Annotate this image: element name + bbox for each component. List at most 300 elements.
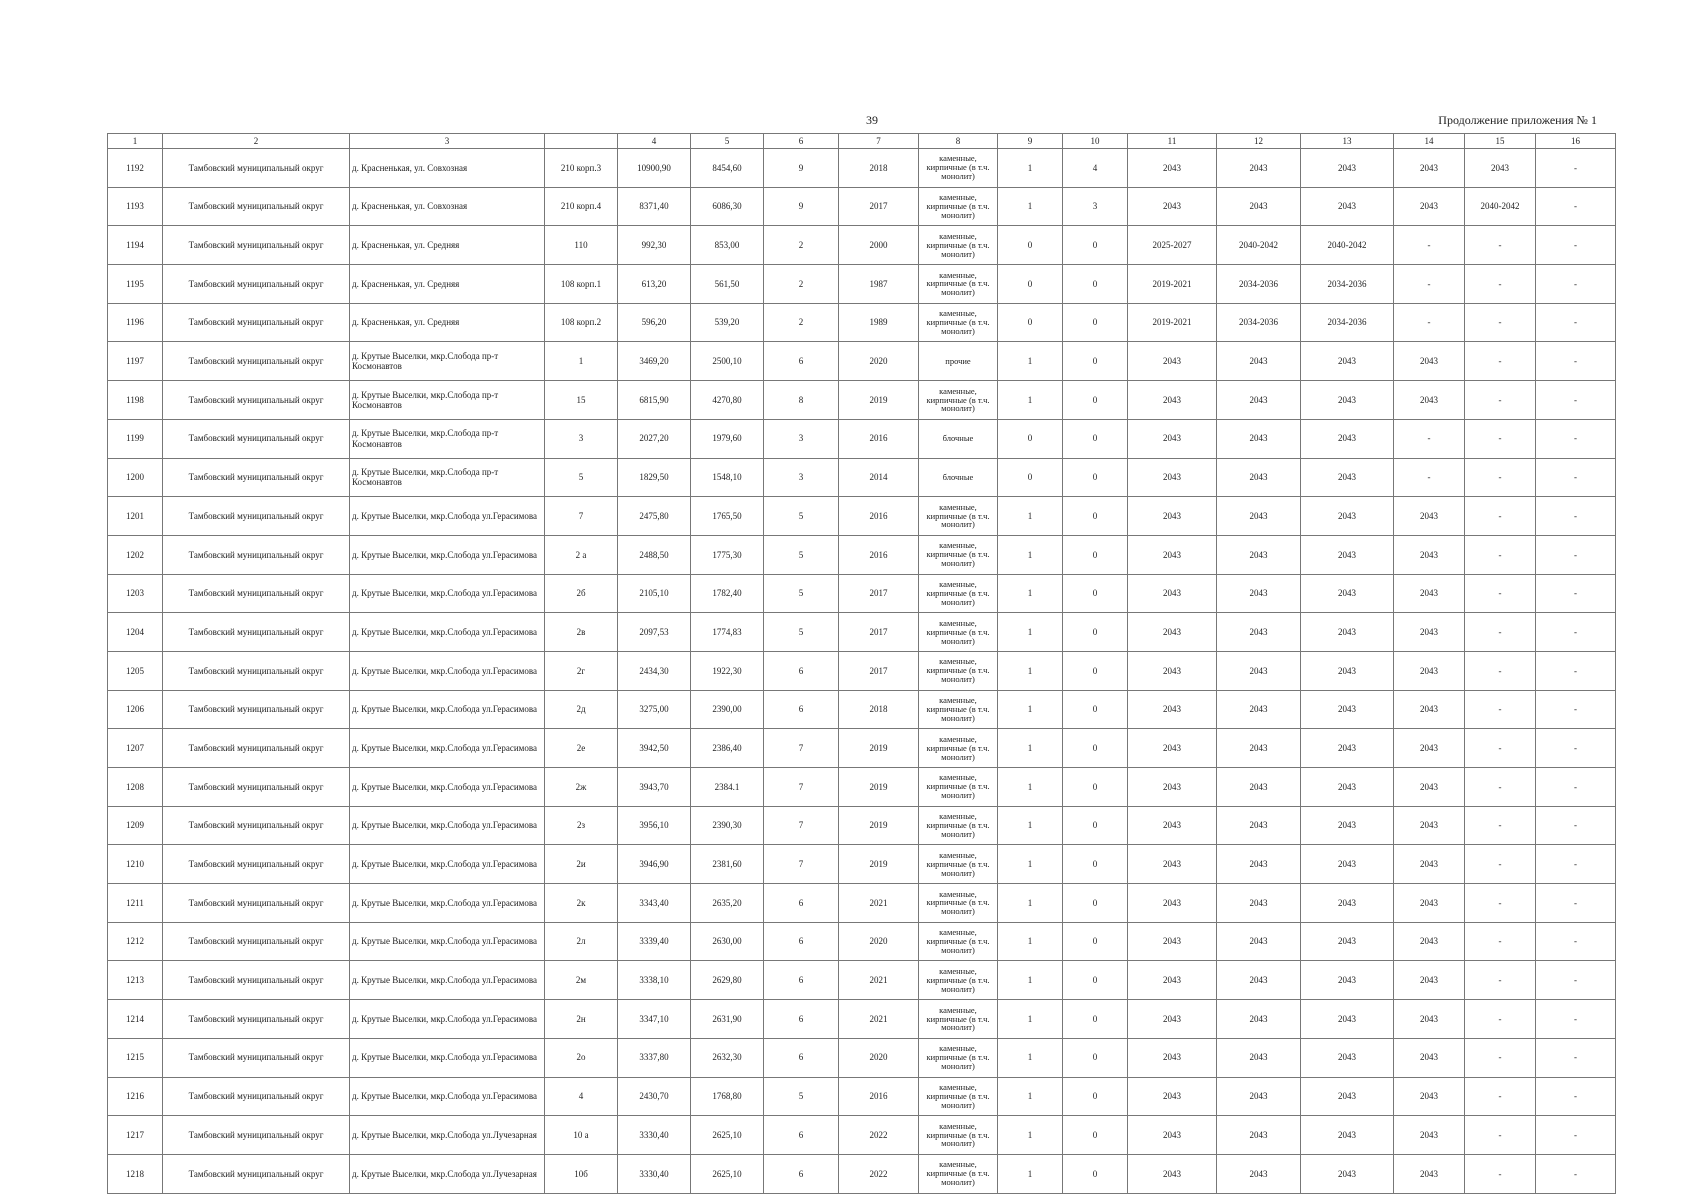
- table-cell: 2043: [1128, 1000, 1217, 1039]
- table-cell: 210 корп.3: [545, 149, 618, 188]
- table-cell: 2043: [1394, 381, 1465, 420]
- table-cell: 0: [1063, 497, 1128, 536]
- table-body: [108, 149, 1616, 1194]
- table-cell: 2043: [1217, 845, 1301, 884]
- table-cell: 1: [998, 574, 1063, 613]
- table-cell: 2043: [1394, 768, 1465, 807]
- table-cell: 2043: [1301, 922, 1394, 961]
- table-cell: 10900,90: [618, 149, 691, 188]
- table-cell: д. Красненькая, ул. Средняя: [350, 265, 545, 304]
- table-cell: 0: [1063, 768, 1128, 807]
- table-cell: -: [1394, 265, 1465, 304]
- table-cell: 2043: [1301, 497, 1394, 536]
- table-cell: 4270,80: [691, 381, 764, 420]
- table-cell: 2043: [1394, 613, 1465, 652]
- table-cell: 3337,80: [618, 1038, 691, 1077]
- table-cell: 2043: [1301, 574, 1394, 613]
- table-cell: 2043: [1217, 1077, 1301, 1116]
- table-cell: 2043: [1301, 729, 1394, 768]
- table-cell: 1195: [108, 265, 163, 304]
- table-cell: 9: [764, 149, 839, 188]
- table-cell: 2034-2036: [1301, 303, 1394, 342]
- table-cell: 2017: [839, 613, 919, 652]
- table-cell: -: [1465, 845, 1536, 884]
- page-caption: Продолжение приложения № 1: [1438, 113, 1597, 127]
- column-header: 4: [618, 134, 691, 149]
- table-cell: каменные, кирпичные (в т.ч. монолит): [919, 1154, 998, 1193]
- table-cell: -: [1465, 1154, 1536, 1193]
- table-cell: -: [1465, 768, 1536, 807]
- table-cell: д. Крутые Выселки, мкр.Слобода ул.Герасимова: [350, 1077, 545, 1116]
- table-cell: д. Крутые Выселки, мкр.Слобода ул.Герасимова: [350, 497, 545, 536]
- table-row: [108, 1116, 1616, 1155]
- table-cell: 2043: [1301, 419, 1394, 458]
- table-cell: 2016: [839, 535, 919, 574]
- table-cell: 3: [1063, 187, 1128, 226]
- table-cell: -: [1536, 497, 1616, 536]
- table-cell: 2043: [1128, 613, 1217, 652]
- table-cell: 3275,00: [618, 690, 691, 729]
- table-row: [108, 768, 1616, 807]
- table-cell: 2н: [545, 1000, 618, 1039]
- table-cell: 2043: [1394, 651, 1465, 690]
- table-cell: -: [1465, 729, 1536, 768]
- table-cell: 1: [998, 342, 1063, 381]
- table-cell: 2040-2042: [1301, 226, 1394, 265]
- column-header: 11: [1128, 134, 1217, 149]
- table-cell: 2д: [545, 690, 618, 729]
- column-header: 2: [163, 134, 350, 149]
- table-cell: 1: [998, 1038, 1063, 1077]
- table-cell: -: [1465, 497, 1536, 536]
- table-cell: 2043: [1128, 690, 1217, 729]
- table-cell: 3343,40: [618, 884, 691, 923]
- table-cell: 0: [998, 226, 1063, 265]
- table-cell: каменные, кирпичные (в т.ч. монолит): [919, 265, 998, 304]
- table-cell: 2019-2021: [1128, 265, 1217, 304]
- table-cell: 2м: [545, 961, 618, 1000]
- table-cell: 2434,30: [618, 651, 691, 690]
- table-cell: 4: [1063, 149, 1128, 188]
- table-cell: 2043: [1128, 419, 1217, 458]
- table-cell: 8371,40: [618, 187, 691, 226]
- table-cell: 1212: [108, 922, 163, 961]
- table-cell: 2021: [839, 961, 919, 1000]
- table-cell: 6: [764, 884, 839, 923]
- table-cell: -: [1536, 303, 1616, 342]
- table-cell: 2390,00: [691, 690, 764, 729]
- table-cell: 2043: [1217, 574, 1301, 613]
- table-cell: каменные, кирпичные (в т.ч. монолит): [919, 1116, 998, 1155]
- table-cell: 2: [764, 226, 839, 265]
- table-cell: д. Крутые Выселки, мкр.Слобода ул.Герасимова: [350, 806, 545, 845]
- table-cell: 2043: [1217, 342, 1301, 381]
- table-row: [108, 729, 1616, 768]
- table-cell: 2043: [1301, 149, 1394, 188]
- table-cell: -: [1536, 419, 1616, 458]
- table-row: [108, 497, 1616, 536]
- table-cell: 2б: [545, 574, 618, 613]
- table-row: [108, 961, 1616, 1000]
- table-cell: 2043: [1301, 845, 1394, 884]
- table-row: [108, 381, 1616, 420]
- table-cell: каменные, кирпичные (в т.ч. монолит): [919, 690, 998, 729]
- table-cell: 2043: [1301, 187, 1394, 226]
- table-cell: 2034-2036: [1217, 303, 1301, 342]
- table-cell: д. Красненькая, ул. Совхозная: [350, 187, 545, 226]
- table-cell: 1: [998, 845, 1063, 884]
- table-cell: 2043: [1217, 613, 1301, 652]
- table-cell: 1989: [839, 303, 919, 342]
- table-cell: 1202: [108, 535, 163, 574]
- table-cell: -: [1465, 342, 1536, 381]
- table-cell: 3943,70: [618, 768, 691, 807]
- table-cell: 2043: [1217, 458, 1301, 497]
- table-cell: 0: [1063, 1154, 1128, 1193]
- table-cell: 2043: [1394, 1154, 1465, 1193]
- table-row: [108, 419, 1616, 458]
- table-cell: 6: [764, 690, 839, 729]
- column-header: [545, 134, 618, 149]
- table-cell: 2е: [545, 729, 618, 768]
- table-cell: каменные, кирпичные (в т.ч. монолит): [919, 149, 998, 188]
- table-cell: 5: [764, 1077, 839, 1116]
- table-cell: 15: [545, 381, 618, 420]
- table-cell: -: [1465, 690, 1536, 729]
- table-cell: Тамбовский муниципальный округ: [163, 1038, 350, 1077]
- table-cell: 2027,20: [618, 419, 691, 458]
- table-cell: 2043: [1301, 1116, 1394, 1155]
- table-cell: 1204: [108, 613, 163, 652]
- table-cell: 2043: [1394, 1116, 1465, 1155]
- table-cell: -: [1465, 961, 1536, 1000]
- table-cell: Тамбовский муниципальный округ: [163, 768, 350, 807]
- table-cell: 110: [545, 226, 618, 265]
- table-cell: 1922,30: [691, 651, 764, 690]
- table-cell: д. Красненькая, ул. Совхозная: [350, 149, 545, 188]
- table-cell: д. Крутые Выселки, мкр.Слобода ул.Герасимова: [350, 768, 545, 807]
- table-cell: 2043: [1128, 1154, 1217, 1193]
- table-cell: Тамбовский муниципальный округ: [163, 651, 350, 690]
- table-row: [108, 806, 1616, 845]
- table-cell: 6: [764, 961, 839, 1000]
- table-cell: д. Красненькая, ул. Средняя: [350, 226, 545, 265]
- table-cell: 6: [764, 1116, 839, 1155]
- table-cell: -: [1536, 961, 1616, 1000]
- table-cell: 210 корп.4: [545, 187, 618, 226]
- table-cell: 2019: [839, 806, 919, 845]
- table-cell: 1979,60: [691, 419, 764, 458]
- table-cell: 2020: [839, 922, 919, 961]
- table-cell: 1209: [108, 806, 163, 845]
- table-cell: д. Крутые Выселки, мкр.Слобода ул.Герасимова: [350, 690, 545, 729]
- table-cell: каменные, кирпичные (в т.ч. монолит): [919, 303, 998, 342]
- table-cell: 1: [998, 1116, 1063, 1155]
- table-cell: 2043: [1217, 535, 1301, 574]
- table-cell: 2043: [1394, 690, 1465, 729]
- table-cell: 2043: [1301, 381, 1394, 420]
- table-cell: 2381,60: [691, 845, 764, 884]
- table-cell: 2ж: [545, 768, 618, 807]
- table-cell: 3330,40: [618, 1154, 691, 1193]
- table-cell: каменные, кирпичные (в т.ч. монолит): [919, 729, 998, 768]
- table-cell: 2043: [1128, 535, 1217, 574]
- table-cell: каменные, кирпичные (в т.ч. монолит): [919, 768, 998, 807]
- table-cell: 2043: [1128, 1116, 1217, 1155]
- table-cell: 2043: [1128, 497, 1217, 536]
- table-cell: Тамбовский муниципальный округ: [163, 690, 350, 729]
- table-cell: 2043: [1465, 149, 1536, 188]
- table-cell: Тамбовский муниципальный округ: [163, 845, 350, 884]
- table-cell: 10 а: [545, 1116, 618, 1155]
- table-cell: 2043: [1217, 497, 1301, 536]
- table-cell: Тамбовский муниципальный округ: [163, 303, 350, 342]
- table-cell: 2022: [839, 1154, 919, 1193]
- table-cell: Тамбовский муниципальный округ: [163, 1077, 350, 1116]
- table-cell: -: [1465, 458, 1536, 497]
- table-row: [108, 303, 1616, 342]
- table-cell: 0: [1063, 535, 1128, 574]
- table-cell: 7: [764, 806, 839, 845]
- table-cell: 1214: [108, 1000, 163, 1039]
- table-cell: 7: [545, 497, 618, 536]
- table-row: [108, 265, 1616, 304]
- table-cell: 2018: [839, 690, 919, 729]
- table-cell: 108 корп.1: [545, 265, 618, 304]
- table-cell: 1198: [108, 381, 163, 420]
- table-cell: 1: [545, 342, 618, 381]
- table-cell: 2019: [839, 729, 919, 768]
- table-cell: 2019-2021: [1128, 303, 1217, 342]
- table-cell: каменные, кирпичные (в т.ч. монолит): [919, 1077, 998, 1116]
- table-cell: 2043: [1217, 419, 1301, 458]
- table-cell: 2043: [1217, 651, 1301, 690]
- table-cell: 1: [998, 729, 1063, 768]
- table-cell: 0: [1063, 419, 1128, 458]
- table-cell: 3946,90: [618, 845, 691, 884]
- table-cell: -: [1465, 806, 1536, 845]
- table-cell: 2043: [1394, 1038, 1465, 1077]
- table-row: [108, 613, 1616, 652]
- table-cell: блочные: [919, 419, 998, 458]
- table-cell: 2043: [1217, 768, 1301, 807]
- table-cell: 2016: [839, 497, 919, 536]
- table-cell: 0: [1063, 381, 1128, 420]
- table-cell: д. Крутые Выселки, мкр.Слобода ул.Герасимова: [350, 1038, 545, 1077]
- table-cell: 2043: [1128, 651, 1217, 690]
- table-cell: 1203: [108, 574, 163, 613]
- table-cell: 1199: [108, 419, 163, 458]
- table-cell: 1: [998, 1154, 1063, 1193]
- table-cell: 1782,40: [691, 574, 764, 613]
- column-header: 16: [1536, 134, 1616, 149]
- table-cell: д. Крутые Выселки, мкр.Слобода ул.Герасимова: [350, 651, 545, 690]
- table-cell: 2025-2027: [1128, 226, 1217, 265]
- table-cell: 596,20: [618, 303, 691, 342]
- table-cell: 2в: [545, 613, 618, 652]
- table-row: [108, 226, 1616, 265]
- table-cell: 2и: [545, 845, 618, 884]
- table-cell: 2635,20: [691, 884, 764, 923]
- table-cell: 0: [1063, 613, 1128, 652]
- column-header: 8: [919, 134, 998, 149]
- table-cell: 1: [998, 922, 1063, 961]
- table-cell: 1206: [108, 690, 163, 729]
- table-cell: 2043: [1128, 884, 1217, 923]
- table-cell: каменные, кирпичные (в т.ч. монолит): [919, 961, 998, 1000]
- table-cell: 1: [998, 535, 1063, 574]
- table-cell: 0: [998, 419, 1063, 458]
- table-cell: -: [1465, 922, 1536, 961]
- table-cell: 2020: [839, 1038, 919, 1077]
- table-cell: д. Крутые Выселки, мкр.Слобода ул.Герасимова: [350, 922, 545, 961]
- table-cell: 2040-2042: [1217, 226, 1301, 265]
- table-cell: д. Крутые Выселки, мкр.Слобода пр-т Космонавтов: [350, 342, 545, 381]
- table-cell: 2л: [545, 922, 618, 961]
- table-cell: каменные, кирпичные (в т.ч. монолит): [919, 651, 998, 690]
- table-cell: 1775,30: [691, 535, 764, 574]
- table-cell: -: [1536, 458, 1616, 497]
- table-cell: 2430,70: [618, 1077, 691, 1116]
- table-cell: 0: [1063, 690, 1128, 729]
- table-cell: 1: [998, 961, 1063, 1000]
- table-cell: 3956,10: [618, 806, 691, 845]
- table-cell: 2390,30: [691, 806, 764, 845]
- table-cell: -: [1465, 1000, 1536, 1039]
- table-cell: 0: [1063, 226, 1128, 265]
- table-cell: Тамбовский муниципальный округ: [163, 922, 350, 961]
- table-cell: -: [1536, 1038, 1616, 1077]
- table-cell: -: [1536, 149, 1616, 188]
- table-cell: 1208: [108, 768, 163, 807]
- table-cell: 2040-2042: [1465, 187, 1536, 226]
- table-cell: Тамбовский муниципальный округ: [163, 1116, 350, 1155]
- column-header: 9: [998, 134, 1063, 149]
- table-cell: 2043: [1128, 149, 1217, 188]
- table-cell: 1: [998, 768, 1063, 807]
- table-cell: 2043: [1217, 806, 1301, 845]
- table-cell: 2021: [839, 1000, 919, 1039]
- table-cell: 1774,83: [691, 613, 764, 652]
- table-cell: -: [1394, 303, 1465, 342]
- table-cell: каменные, кирпичные (в т.ч. монолит): [919, 1000, 998, 1039]
- table-row: [108, 1077, 1616, 1116]
- table-cell: Тамбовский муниципальный округ: [163, 226, 350, 265]
- table-cell: 1216: [108, 1077, 163, 1116]
- table-cell: 3339,40: [618, 922, 691, 961]
- table-cell: -: [1536, 922, 1616, 961]
- table-cell: 2630,00: [691, 922, 764, 961]
- table-row: [108, 535, 1616, 574]
- table-cell: 2018: [839, 149, 919, 188]
- table-cell: 2043: [1217, 1116, 1301, 1155]
- table-cell: 2043: [1394, 1077, 1465, 1116]
- table-cell: 853,00: [691, 226, 764, 265]
- table-cell: 0: [1063, 729, 1128, 768]
- table-cell: 2043: [1394, 187, 1465, 226]
- table-cell: Тамбовский муниципальный округ: [163, 419, 350, 458]
- table-cell: Тамбовский муниципальный округ: [163, 961, 350, 1000]
- table-cell: 1: [998, 613, 1063, 652]
- table-cell: 0: [1063, 961, 1128, 1000]
- table-row: [108, 1038, 1616, 1077]
- table-cell: 6: [764, 1000, 839, 1039]
- table-cell: -: [1536, 187, 1616, 226]
- table-cell: -: [1465, 381, 1536, 420]
- table-cell: д. Красненькая, ул. Средняя: [350, 303, 545, 342]
- table-cell: -: [1536, 342, 1616, 381]
- table-cell: 2000: [839, 226, 919, 265]
- table-cell: каменные, кирпичные (в т.ч. монолит): [919, 1038, 998, 1077]
- table-cell: 992,30: [618, 226, 691, 265]
- column-header: 15: [1465, 134, 1536, 149]
- table-cell: 2з: [545, 806, 618, 845]
- table-cell: 2043: [1301, 458, 1394, 497]
- table-cell: 2043: [1128, 922, 1217, 961]
- table-cell: каменные, кирпичные (в т.ч. монолит): [919, 806, 998, 845]
- table-cell: 6: [764, 922, 839, 961]
- table-cell: Тамбовский муниципальный округ: [163, 1154, 350, 1193]
- table-cell: 3469,20: [618, 342, 691, 381]
- table-cell: 1205: [108, 651, 163, 690]
- table-cell: 2019: [839, 845, 919, 884]
- table-cell: 2043: [1128, 458, 1217, 497]
- page-number: 39: [866, 113, 878, 127]
- table-cell: 2043: [1128, 187, 1217, 226]
- table-row: [108, 458, 1616, 497]
- table-cell: 2625,10: [691, 1154, 764, 1193]
- table-cell: -: [1465, 303, 1536, 342]
- table-cell: -: [1536, 1000, 1616, 1039]
- table-cell: Тамбовский муниципальный округ: [163, 884, 350, 923]
- table-cell: 1192: [108, 149, 163, 188]
- table-cell: 2043: [1217, 381, 1301, 420]
- table-cell: -: [1465, 1116, 1536, 1155]
- table-cell: 2034-2036: [1301, 265, 1394, 304]
- table-cell: Тамбовский муниципальный округ: [163, 381, 350, 420]
- table-row: [108, 187, 1616, 226]
- table-cell: 2043: [1394, 342, 1465, 381]
- column-header: 7: [839, 134, 919, 149]
- table-cell: 0: [998, 303, 1063, 342]
- table-cell: 2: [764, 265, 839, 304]
- column-header: 12: [1217, 134, 1301, 149]
- table-cell: 2034-2036: [1217, 265, 1301, 304]
- table-cell: 0: [998, 265, 1063, 304]
- table-cell: каменные, кирпичные (в т.ч. монолит): [919, 884, 998, 923]
- table-cell: -: [1465, 1077, 1536, 1116]
- table-cell: -: [1536, 1154, 1616, 1193]
- table-cell: д. Крутые Выселки, мкр.Слобода ул.Герасимова: [350, 535, 545, 574]
- table-cell: -: [1465, 574, 1536, 613]
- table-cell: -: [1536, 651, 1616, 690]
- table-cell: 3338,10: [618, 961, 691, 1000]
- table-cell: 1217: [108, 1116, 163, 1155]
- table-cell: 0: [1063, 574, 1128, 613]
- table-cell: каменные, кирпичные (в т.ч. монолит): [919, 381, 998, 420]
- table-cell: д. Крутые Выселки, мкр.Слобода ул.Лучезарная: [350, 1154, 545, 1193]
- table-cell: каменные, кирпичные (в т.ч. монолит): [919, 535, 998, 574]
- table-cell: 1196: [108, 303, 163, 342]
- table-cell: Тамбовский муниципальный округ: [163, 149, 350, 188]
- table-cell: д. Крутые Выселки, мкр.Слобода ул.Лучезарная: [350, 1116, 545, 1155]
- column-header: 6: [764, 134, 839, 149]
- table-cell: 1215: [108, 1038, 163, 1077]
- table-cell: прочие: [919, 342, 998, 381]
- table-cell: 2043: [1394, 884, 1465, 923]
- table-cell: 2043: [1217, 149, 1301, 188]
- table-cell: 2043: [1217, 1000, 1301, 1039]
